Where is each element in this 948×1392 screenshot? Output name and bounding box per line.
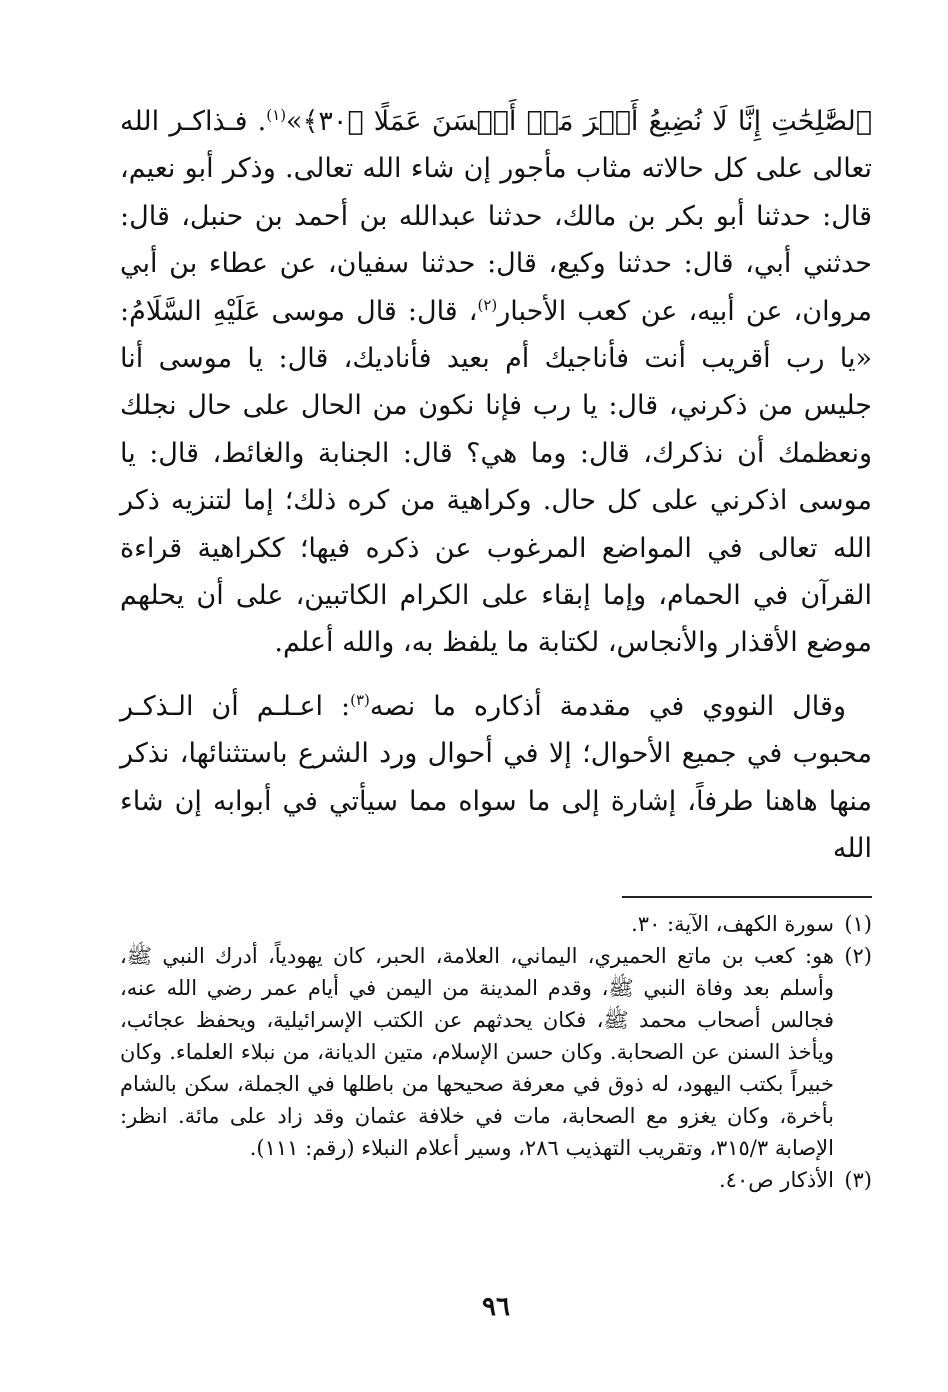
footnote-2 — [120, 940, 872, 1164]
book-page — [120, 98, 872, 1352]
footnote-number: (١) — [844, 912, 872, 936]
footnote-text: سورة الكهف، الآية: ٣٠. — [631, 912, 834, 936]
quran-verse: ٱلصَّٰلِحَٰتِ إِنَّا لَا نُضِيعُ أَجۡرَ مَنۡ أَحۡسَنَ عَمَلًا ﴿٣٠﴾» — [286, 106, 872, 137]
main-body-text — [120, 98, 872, 873]
footnote-number: (٢) — [844, 944, 872, 968]
footnotes-section — [120, 908, 872, 1196]
footnote-marker-2: (٢) — [477, 295, 498, 314]
page-number: ٩٦ — [482, 1292, 510, 1322]
footnote-marker-3: (٣) — [350, 690, 370, 709]
paragraph-1-text-a: . فـذاكـر الله تعالى على كل حالاته مثاب مأجور إن شاء الله تعالى. وذكر أبو نعيم، قال: حدثنا أبو بكر بن مالك، حدثنا عبدالله بن أحمد بن حنبل، قال: حدثني أبي، قال: حدثنا وكيع، قال: حدثنا سفيان، عن عطاء بن أبي مروان، عن أبيه، عن كعب الأحبار — [120, 106, 872, 327]
footnote-1 — [120, 908, 872, 940]
paragraph-2-text-b: : اعـلـم أن الـذكـر محبوب في جميع الأحوال؛ إلا في أحوال ورد الشرع باستثنائها، نذكر منها هاهنا طرفاً، إشارة إلى ما سواه مما سيأتي في أبوابه إن شاء الله — [120, 690, 872, 865]
footnote-3 — [120, 1164, 872, 1196]
footnote-separator — [622, 896, 872, 898]
paragraph-1 — [120, 98, 872, 667]
footnote-marker-1: (١) — [266, 106, 287, 124]
paragraph-1-text-b: ، قال: قال موسى عَلَيْهِ السَّلَامُ: «يا رب أقريب أنت فأناجيك أم بعيد فأناديك، قال: يا موسى أنا جليس من ذكرني، قال: يا رب فإنا نكون من الحال على حال نجلك ونعظمك أن نذكرك، قال: وما هي؟ قال: الجنابة والغائط، قال: يا موسى اذكرني على كل حال. وكراهية من كره ذلك؛ إما لتنزيه ذكر الله تعالى في المواضع المرغوب عن ذكره فيها؛ ككراهية قراءة القرآن في الحمام، وإما إبقاء على الكرام الكاتبين، على أن يحلهم موضع الأقذار والأنجاس، لكتابة ما يلفظ به، والله أعلم. — [120, 295, 872, 659]
paragraph-2-text-a: وقال النووي في مقدمة أذكاره ما نصه — [369, 690, 846, 722]
footnote-text: هو: كعب بن ماتع الحميري، اليماني، العلامة، الحبر، كان يهودياً، أدرك النبي ﷺ، وأسلم بعد وفاة النبي ﷺ، وقدم المدينة من اليمن في أيام عمر رضي الله عنه، فجالس أصحاب محمد ﷺ، فكان يحدثهم عن الكتب الإسرائيلية، ويحفظ عجائب، ويأخذ السنن عن الصحابة. وكان حسن الإسلام، متين الديانة، من نبلاء العلماء. وكان خبيراً بكتب اليهود، له ذوق في معرفة صحيحها من باطلها في الجملة، سكن بالشام بأخرة، وكان يغزو مع الصحابة، مات في خلافة عثمان وقد زاد على مائة. انظر: الإصابة ٣١٥/٣، وتقريب التهذيب ٢٨٦، وسير أعلام النبلاء (رقم: ١١١). — [120, 944, 834, 1160]
footnote-text: الأذكار ص٤٠. — [718, 1168, 834, 1192]
paragraph-2 — [120, 683, 872, 873]
footnote-number: (٣) — [844, 1168, 872, 1192]
